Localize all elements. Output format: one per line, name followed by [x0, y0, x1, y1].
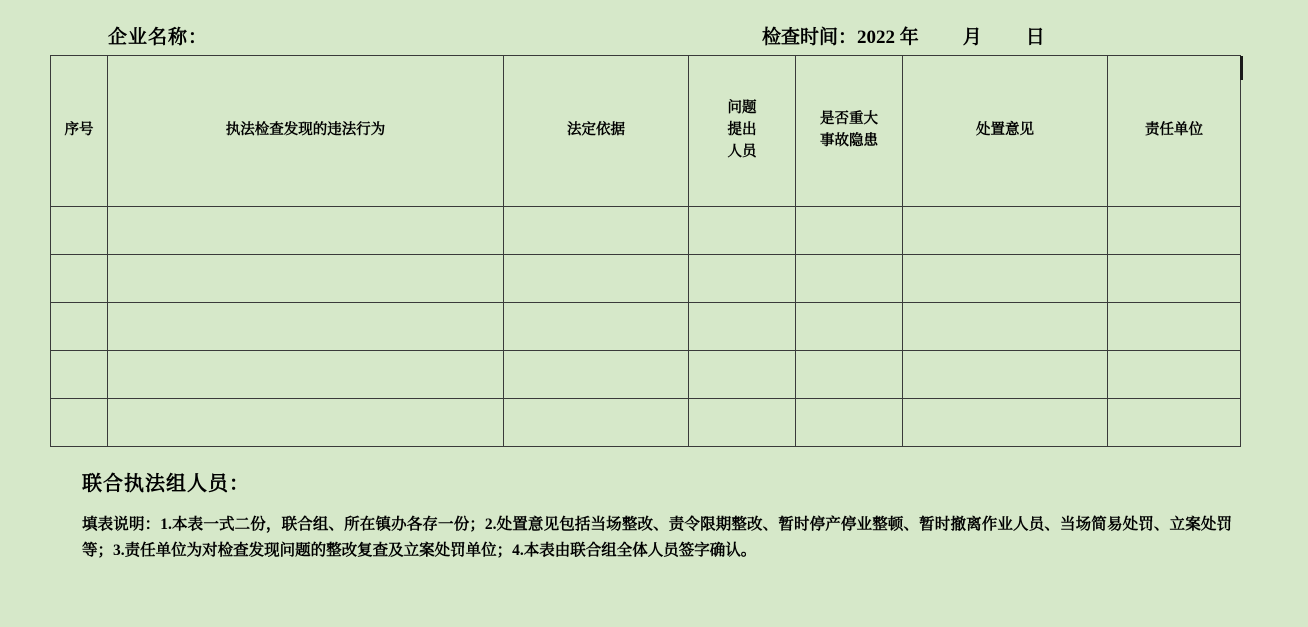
cell-major-hazard[interactable]: [796, 399, 903, 447]
column-header-legal-basis: [504, 56, 689, 207]
day-unit: 日: [1025, 27, 1045, 48]
cell-index[interactable]: [51, 399, 108, 447]
cell-violation[interactable]: [108, 399, 504, 447]
table-row: [51, 399, 1241, 447]
cell-major-hazard[interactable]: [796, 255, 903, 303]
inspection-time-label: [762, 22, 1045, 49]
table-row: [51, 351, 1241, 399]
company-name-label: 企业名称：: [108, 27, 209, 48]
table-row: [51, 303, 1241, 351]
cell-responsible-unit[interactable]: [1108, 351, 1241, 399]
column-header-violation: [108, 56, 504, 207]
cell-index[interactable]: [51, 255, 108, 303]
cell-reporter[interactable]: [689, 255, 796, 303]
column-header-reporter-line2: 提出: [727, 122, 757, 139]
column-header-responsible-unit: [1108, 56, 1241, 207]
form-instructions: 填表说明：1.本表一式二份，联合组、所在镇办各存一份；2.处置意见包括当场整改、责令限期整改、暂时停产停业整顿、暂时撤离作业人员、当场简易处罚、立案处罚等；3.责任单位为对检查发现问题的整改复查及立案处罚单位；4.本表由联合组全体人员签字确认。: [82, 516, 1232, 559]
column-header-index: [51, 56, 108, 207]
column-header-major-hazard-line1: 是否重大: [820, 111, 878, 128]
cell-reporter[interactable]: [689, 207, 796, 255]
inspection-table: [50, 55, 1241, 447]
column-header-reporter: [689, 56, 796, 207]
column-header-reporter-line1: 问题: [727, 100, 757, 117]
year-unit: 年: [899, 27, 919, 48]
table-header-row: [51, 56, 1241, 207]
cell-legal-basis[interactable]: [504, 399, 689, 447]
cell-legal-basis[interactable]: [504, 255, 689, 303]
cell-responsible-unit[interactable]: [1108, 399, 1241, 447]
cell-index[interactable]: [51, 303, 108, 351]
column-header-major-hazard-line2: 事故隐患: [820, 133, 878, 149]
table-row: [51, 207, 1241, 255]
cell-index[interactable]: [51, 207, 108, 255]
cell-responsible-unit[interactable]: [1108, 207, 1241, 255]
column-header-major-hazard: [796, 56, 903, 207]
cell-violation[interactable]: [108, 255, 504, 303]
column-header-responsible-unit-line: 责任单位: [1145, 122, 1203, 139]
cell-major-hazard[interactable]: [796, 351, 903, 399]
cell-disposal-opinion[interactable]: [903, 399, 1108, 447]
cell-disposal-opinion[interactable]: [903, 207, 1108, 255]
column-header-index-line: 序号: [64, 122, 94, 139]
cell-reporter[interactable]: [689, 303, 796, 351]
column-header-reporter-line3: 人员: [727, 143, 757, 160]
month-unit: 月: [962, 27, 982, 48]
inspection-year-value: 2022: [857, 27, 896, 48]
table-edge-mark: [1240, 56, 1243, 80]
cell-disposal-opinion[interactable]: [903, 303, 1108, 351]
cell-reporter[interactable]: [689, 399, 796, 447]
column-header-violation-line: 执法检查发现的违法行为: [225, 122, 386, 139]
joint-team-label: 联合执法组人员：: [82, 473, 250, 495]
cell-responsible-unit[interactable]: [1108, 255, 1241, 303]
cell-responsible-unit[interactable]: [1108, 303, 1241, 351]
column-header-disposal-opinion-line: 处置意见: [976, 122, 1034, 139]
cell-legal-basis[interactable]: [504, 303, 689, 351]
cell-major-hazard[interactable]: [796, 303, 903, 351]
column-header-disposal-opinion: [903, 56, 1108, 207]
inspection-time-text: 检查时间：: [762, 27, 858, 48]
cell-legal-basis[interactable]: [504, 207, 689, 255]
document-header: [0, 22, 1308, 52]
cell-violation[interactable]: [108, 303, 504, 351]
cell-legal-basis[interactable]: [504, 351, 689, 399]
table-row: [51, 255, 1241, 303]
cell-index[interactable]: [51, 351, 108, 399]
column-header-legal-basis-line: 法定依据: [567, 122, 625, 139]
cell-disposal-opinion[interactable]: [903, 255, 1108, 303]
cell-reporter[interactable]: [689, 351, 796, 399]
cell-disposal-opinion[interactable]: [903, 351, 1108, 399]
cell-major-hazard[interactable]: [796, 207, 903, 255]
cell-violation[interactable]: [108, 351, 504, 399]
cell-violation[interactable]: [108, 207, 504, 255]
